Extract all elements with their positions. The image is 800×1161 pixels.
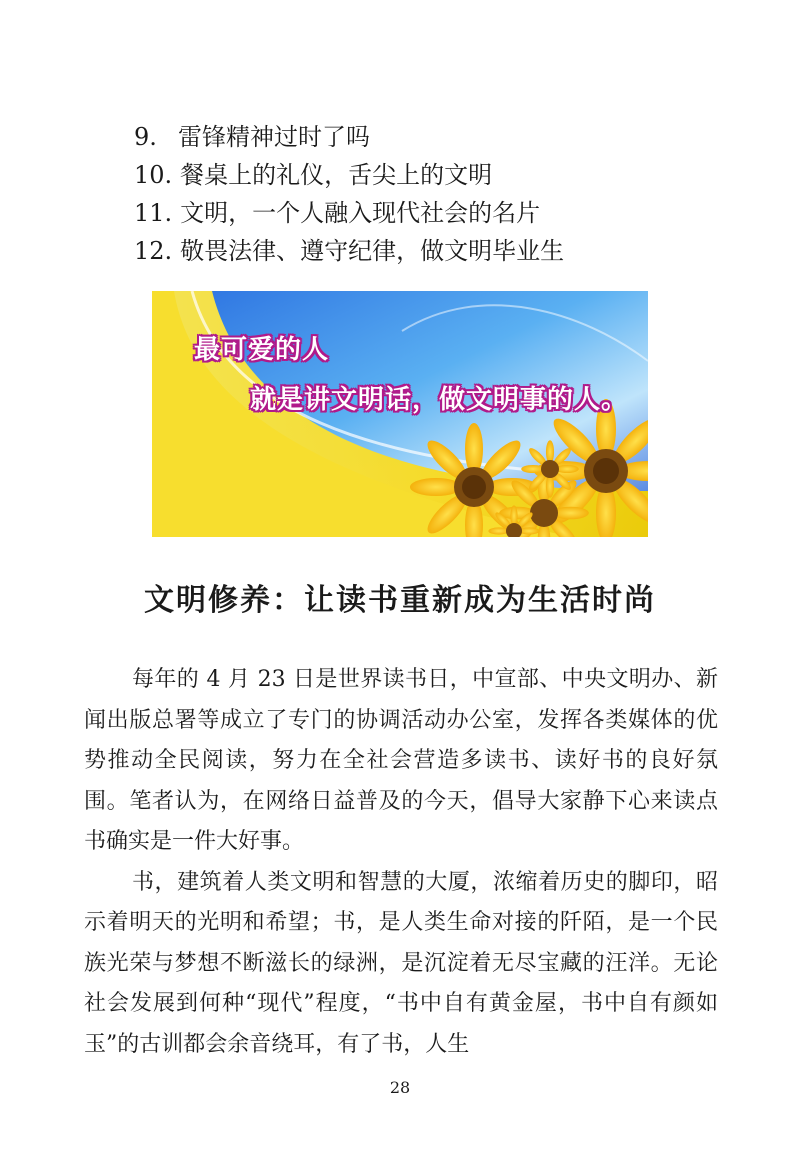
paragraph: 每年的 4 月 23 日是世界读书日，中宣部、中央文明办、新闻出版总署等成立了专门的协调活动办公室，发挥各类媒体的优势推动全民阅读，努力在全社会营造多读书、读好书的良好氛围。笔者认为，在网络日益普及的今天，倡导大家静下心来读点书确实是一件大好事。: [84, 667, 718, 854]
page-number: 28: [389, 1078, 411, 1097]
paragraph: 书，建筑着人类文明和智慧的大厦，浓缩着历史的脚印，昭示着明天的光明和希望；书，是人类生命对接的阡陌，是一个民族光荣与梦想不断滋长的绿洲，是沉淀着无尽宝藏的汪洋。无论社会发展到何种“现代”程度，“书中自有黄金屋，书中自有颜如玉”的古训都会余音绕耳，有了书，人生: [84, 869, 718, 1057]
list-item: [134, 156, 694, 194]
banner-image: [152, 291, 648, 537]
list-item-text: 文明，一个人融入现代社会的名片: [180, 199, 541, 227]
list-item: [134, 232, 694, 270]
list-item-text: 敬畏法律、遵守纪律，做文明毕业生: [180, 237, 565, 265]
list-item-text: 雷锋精神过时了吗: [178, 123, 370, 151]
list-item-text: 餐桌上的礼仪，舌尖上的文明: [180, 161, 493, 189]
banner-slogan-line-1: 最可爱的人: [194, 335, 330, 365]
topic-list: [134, 118, 694, 270]
banner-slogan-line-2: 就是讲文明话，做文明事的人。: [250, 385, 629, 415]
list-item-number: 9.: [134, 123, 157, 151]
list-item-number: 12.: [134, 237, 173, 265]
list-item-number: 11.: [134, 199, 173, 227]
list-item-number: 10.: [134, 161, 173, 189]
article-body: [84, 660, 718, 1065]
list-item: [134, 194, 694, 232]
article-title: 文明修养：让读书重新成为生活时尚: [144, 583, 656, 618]
list-item: [134, 118, 694, 156]
